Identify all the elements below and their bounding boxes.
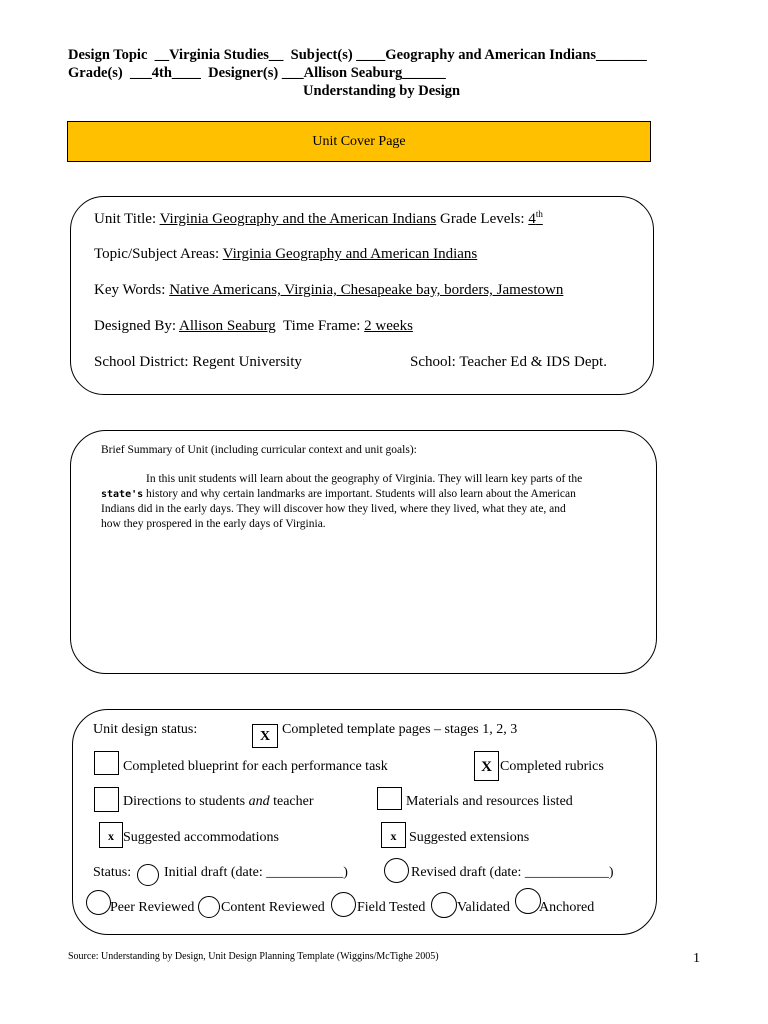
document-subtitle: Understanding by Design	[303, 83, 461, 99]
unit-design-status-label: Unit design status:	[93, 722, 198, 737]
radio-revised-draft[interactable]	[384, 858, 409, 883]
revised-draft-label: Revised draft (date: ____________)	[411, 865, 614, 880]
topic-value: Virginia Geography and American Indians	[222, 246, 478, 262]
unit-title-label: Unit Title:	[94, 211, 160, 227]
topic-label: Topic/Subject Areas:	[94, 246, 223, 262]
checkbox-blueprint[interactable]	[94, 751, 119, 775]
checkbox-template-pages[interactable]: X	[252, 724, 278, 748]
banner-label: Unit Cover Page	[312, 134, 406, 149]
grade-levels-label: Grade Levels:	[436, 211, 529, 227]
peer-reviewed-label: Peer Reviewed	[110, 900, 195, 915]
extensions-label: Suggested extensions	[409, 830, 530, 845]
checkbox-accommodations[interactable]: x	[99, 822, 123, 848]
time-frame-label: Time Frame:	[275, 318, 365, 334]
key-words-value: Native Americans, Virginia, Chesapeake bay, borders, Jamestown	[169, 282, 564, 298]
directions-label: Directions to students and teacher	[123, 794, 314, 809]
designed-by-value: Allison Seaburg	[179, 318, 276, 334]
field-tested-label: Field Tested	[357, 900, 426, 915]
key-words-label: Key Words:	[94, 282, 170, 298]
grade-levels-value: 4th	[528, 209, 543, 227]
unit-title-row	[94, 209, 543, 228]
checkbox-rubrics[interactable]: X	[474, 751, 499, 781]
school-name: School: Teacher Ed & IDS Dept.	[410, 354, 607, 370]
designed-by-label: Designed By:	[94, 318, 179, 334]
radio-anchored[interactable]	[515, 888, 541, 914]
materials-label: Materials and resources listed	[406, 794, 573, 809]
design-topic-line: Design Topic __Virginia Studies__ Subject(s) ____Geography and American Indians_______	[68, 47, 647, 63]
checkbox-extensions[interactable]: x	[381, 822, 406, 848]
unit-cover-banner	[67, 121, 651, 162]
status-label: Status:	[93, 865, 132, 880]
anchored-label: Anchored	[539, 900, 595, 915]
summary-text: In this unit students will learn about the geography of Virginia. They will learn key parts of the state's history and why certain landmarks are important. Students will also learn about the American Indians did in the early days. They will discover how they lived, where they lived, what they ate, and how they prospered in the early days of Virginia.	[101, 473, 583, 530]
checkbox-directions[interactable]	[94, 787, 119, 812]
page-number: 1	[693, 951, 700, 966]
rubrics-label: Completed rubrics	[500, 759, 604, 774]
blueprint-label: Completed blueprint for each performance task	[123, 759, 388, 774]
topic-row	[94, 246, 477, 263]
content-reviewed-label: Content Reviewed	[221, 900, 325, 915]
key-words-row	[94, 282, 563, 299]
summary-heading: Brief Summary of Unit (including curricular context and unit goals):	[101, 444, 417, 456]
radio-validated[interactable]	[431, 892, 457, 918]
unit-title-value: Virginia Geography and the American Indians	[159, 211, 437, 227]
template-pages-label: Completed template pages – stages 1, 2, 3	[282, 722, 518, 737]
time-frame-value: 2 weeks	[364, 318, 413, 334]
summary-box	[70, 430, 657, 674]
radio-peer-reviewed[interactable]	[86, 890, 111, 915]
checkbox-materials[interactable]	[377, 787, 402, 810]
school-district: School District: Regent University	[94, 354, 302, 370]
radio-field-tested[interactable]	[331, 892, 356, 917]
grade-designer-line: Grade(s) ___4th____ Designer(s) ___Allison Seaburg______	[68, 65, 446, 81]
accommodations-label: Suggested accommodations	[123, 830, 279, 845]
radio-content-reviewed[interactable]	[198, 896, 220, 918]
radio-initial-draft[interactable]	[137, 864, 159, 886]
designed-by-row	[94, 318, 413, 335]
source-citation: Source: Understanding by Design, Unit Design Planning Template (Wiggins/McTighe 2005)	[68, 951, 439, 962]
initial-draft-label: Initial draft (date: ___________)	[164, 865, 348, 880]
validated-label: Validated	[457, 900, 510, 915]
